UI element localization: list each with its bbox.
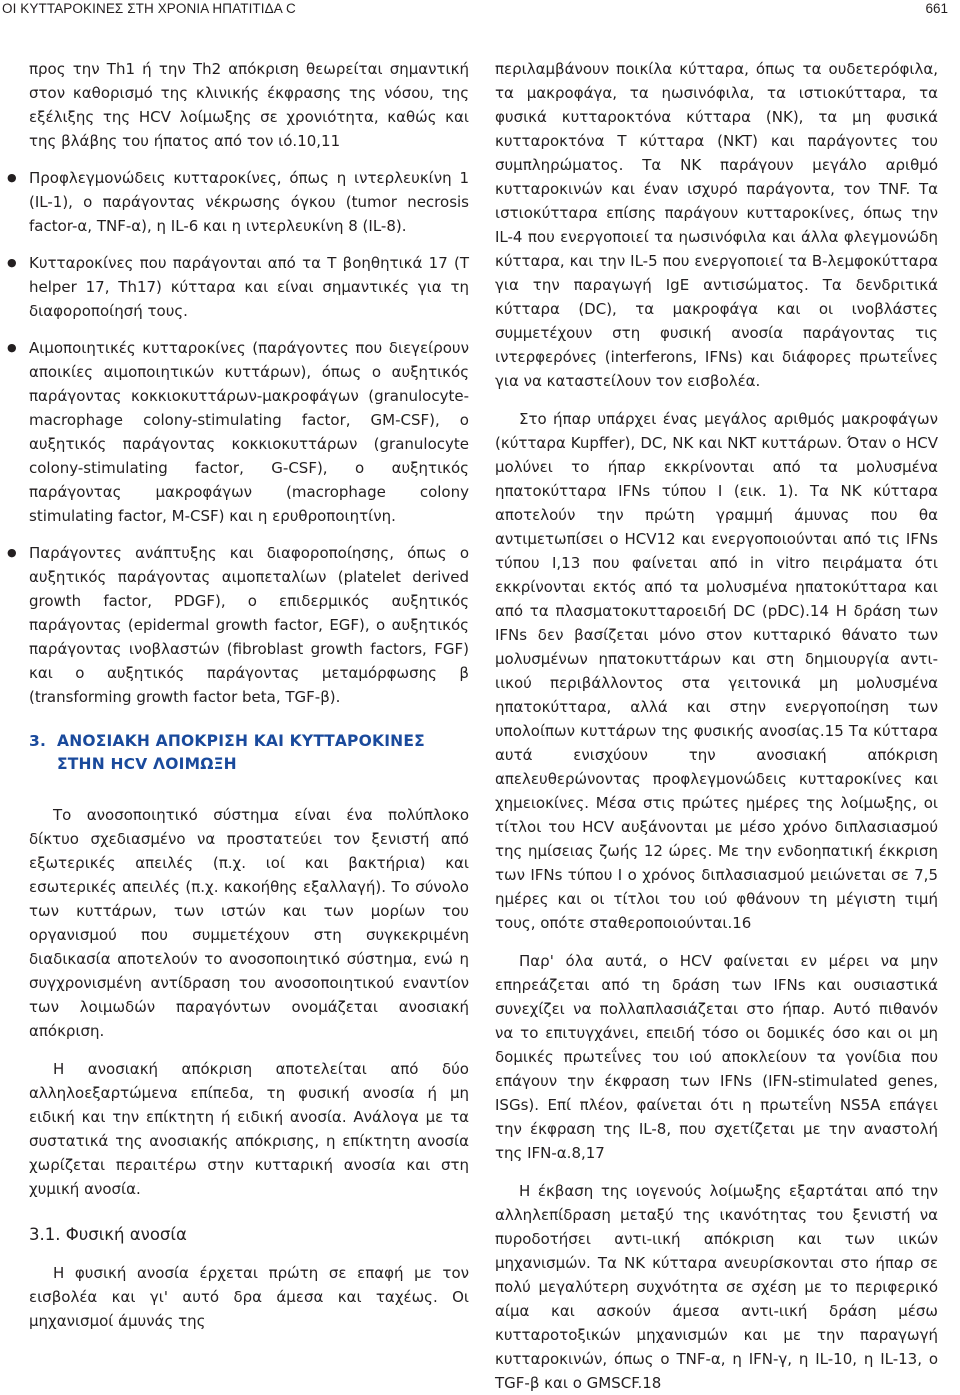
section-title-line2: ΣΤΗΝ HCV ΛΟΙΜΩΞΗ — [57, 755, 237, 773]
cytokine-list — [7, 166, 469, 709]
running-title: ΟΙ ΚΥΤΤΑΡΟΚΙΝΕΣ ΣΤΗ ΧΡΟΝΙΑ ΗΠΑΤΙΤΙΔΑ C — [2, 1, 296, 16]
list-item-text: Κυτταροκίνες που παράγονται από τα Τ βοηθητικά 17 (T helper 17, Th17) κύτταρα και είναι σημαντικές για τη διαφοροποίησή τους. — [29, 254, 469, 320]
section-title-line1: ΑΝΟΣΙΑΚΗ ΑΠΟΚΡΙΣΗ ΚΑΙ ΚΥΤΤΑΡΟΚΙΝΕΣ — [57, 732, 425, 750]
nk-cells-paragraph: Η έκβαση της ιογενούς λοίμωξης εξαρτάται από την αλληλεπίδραση μεταξύ της ικανότητας του ξενιστή να πυροδοτήσει αντι-ιική απόκριση και των ιικών μηχανισμών. Τα NK κύτταρα ανευρίσκονται στο ήπαρ σε πολύ μεγαλύτερη συχνότητα σε σχέση με το περιφερικό αίμα και ασκούν άμεσα αντι-ιική δράση μέσω κυτταροτοξικών μηχανισμών και με την παραγωγή κυτταροκινών, όπως ο TNF-α, η IFN-γ, η IL-10, η IL-13, ο TGF-β και ο GMSCF.18 — [495, 1182, 938, 1392]
list-item-text: Προφλεγμονώδεις κυτταροκίνες, όπως η ιντερλευκίνη 1 (IL-1), ο παράγοντας νέκρωσης όγκου (tumor necrosis factor-α, TNF-α), η IL-6 και η ιντερλευκίνη 8 (IL-8). — [29, 169, 469, 235]
section-heading — [29, 730, 469, 776]
section-number: 3. — [29, 732, 47, 750]
page-number: 661 — [925, 1, 948, 16]
list-item — [7, 541, 469, 709]
ifn-evasion-paragraph: Παρ' όλα αυτά, ο HCV φαίνεται εν μέρει να μην επηρεάζεται από τη δράση των IFNs και ουσιαστικά συνεχίζει να πολλαπλασιάζεται στο ήπαρ. Αυτό πιθανόν να το επιτυγχάνει, επειδή τόσο οι δομικές όσο και οι μη δομικές πρωτεΐνες του ιού αποκλείουν τα γονίδια που επάγουν την έκφραση των IFNs (IFN-stimulated genes, ISGs). Επί πλέον, φαίνεται ότι η πρωτεΐνη NS5A επάγει την έκφραση της IL-8, που σχετίζεται με την αναστολή της IFN-α.8,17 — [495, 952, 938, 1162]
bullet-icon: ● — [7, 341, 17, 354]
running-header — [0, 0, 960, 22]
left-column — [7, 57, 469, 1333]
bullet-icon: ● — [7, 546, 17, 559]
subsection-heading: 3.1. Φυσική ανοσία — [29, 1225, 187, 1244]
list-item — [7, 166, 469, 238]
list-item — [7, 251, 469, 323]
right-column — [495, 57, 938, 1395]
bullet-icon: ● — [7, 171, 17, 184]
bullet-icon: ● — [7, 256, 17, 269]
immune-system-paragraph: Το ανοσοποιητικό σύστημα είναι ένα πολύπλοκο δίκτυο σχεδιασμένο να προστατεύει τον ξενιστή από εξωτερικές απειλές (π.χ. ιοί και βακτήρια) και εσωτερικές απειλές (π.χ. κακοήθης εξαλλαγή). Το σύνολο των κυττάρων, των ιστών και των μορίων του οργανισμού που συμμετέχουν στη συγκεκριμένη διαδικασία αποτελούν το ανοσοποιητικό σύστημα, ενώ η συγχρονισμένη αντίδραση του ανοσοποιητικού εναντίον των λοιμωδών παραγόντων ονομάζεται ανοσιακή απόκριση. — [29, 806, 469, 1040]
list-item-text: Παράγοντες ανάπτυξης και διαφοροποίησης, όπως ο αυξητικός παράγοντας αιμοπεταλίων (platelet derived growth factor, PDGF), ο επιδερμικός αυξητικός παράγοντας (epidermal growth factor, EGF), ο αυξητικός παράγοντας ινοβλαστών (fibroblast growth factors, FGF) και ο αυξητικός παράγοντας μεταμόρφωσης β (transforming growth factor beta, TGF-β). — [29, 544, 469, 706]
innate-immunity-paragraph: Η φυσική ανοσία έρχεται πρώτη σε επαφή με τον εισβολέα και γι' αυτό δρα άμεσα και ταχέως. Οι μηχανισμοί άμυνάς της — [29, 1264, 469, 1330]
immune-levels-paragraph: Η ανοσιακή απόκριση αποτελείται από δύο αλληλοεξαρτώμενα επίπεδα, τη φυσική ανοσία ή μη ειδική και την επίκτητη ή ειδική ανοσία. Ανάλογα με τα συστατικά της ανοσιακής απόκρισης, η επίκτητη ανοσία χωρίζεται περαιτέρω στην κυτταρική ανοσία και στη χυμική ανοσία. — [29, 1060, 469, 1198]
list-item — [7, 336, 469, 528]
innate-cells-paragraph: περιλαμβάνουν ποικίλα κύτταρα, όπως τα ουδετερόφιλα, τα μακροφάγα, τα ηωσινόφιλα, τα ιστιοκύτταρα, τα φυσικά κυτταροκτόνα κύτταρα (NK), τα μη φυσικά κυτταροκτόνα T κύτταρα (NKT) και παράγοντες του συμπληρώματος. Τα NK παράγουν μεγάλο αριθμό κυτταροκινών και έναν ισχυρό παράγοντα, τον TNF. Τα ιστιοκύτταρα επίσης παράγουν κυτταροκίνες, όπως την IL-4 που ενεργοποιεί τα ηωσινόφιλα και άλλα φλεγμονώδη κύτταρα, και την IL-5 που ενεργοποιεί τα B-λεμφοκύτταρα για την παραγωγή IgE αντισώματος. Τα δενδριτικά κύτταρα (DC), τα μακροφάγα και οι ινοβλάστες συμμετέχουν στη φυσική ανοσία παράγοντας τις ιντερφερόνες (interferons, IFNs) και διάφορες πρωτεΐνες για να καταστείλουν τον εισβολέα. — [495, 60, 938, 390]
list-item-text: Αιμοποιητικές κυτταροκίνες (παράγοντες που διεγείρουν αποικίες αιμοποιητικών κυττάρων), όπως ο αυξητικός παράγοντας κοκκιοκυττάρων-μακροφάγων (granulocyte-macrophage colony-stimulating factor, GM-CSF), ο αυξητικός παράγοντας κοκκιοκυττάρων (granulocyte colony-stimulating factor, G-CSF), ο αυξητικός παράγοντας μακροφάγων (macrophage colony stimulating factor, M-CSF) και η ερυθροποιητίνη. — [29, 339, 469, 525]
intro-paragraph: προς την Th1 ή την Th2 απόκριση θεωρείται σημαντική στον καθορισμό της κλινικής έκφρασης της νόσου, της εξέλιξης της HCV λοίμωξης σε χρονιότητα, καθώς και της βλάβης του ήπατος από τον ιό.10,11 — [29, 60, 469, 150]
liver-infection-paragraph: Στο ήπαρ υπάρχει ένας μεγάλος αριθμός μακροφάγων (κύτταρα Kupffer), DC, NK και NKT κυττάρων. Όταν ο HCV μολύνει το ήπαρ εκκρίνονται από τα μολυσμένα ηπατοκύτταρα IFNs τύπου I (εικ. 1). Τα NK κύτταρα αποτελούν την πρώτη γραμμή άμυνας που θα αντιμετωπίσει ο HCV12 και ενεργοποιούνται από τις IFNs τύπου I,13 που φαίνεται από in vitro πειράματα ότι εκκρίνονται εκτός από τα μολυσμένα ηπατοκύτταρα και από τα πλασματοκυτταροειδή DC (pDC).14 Η δράση των IFNs δεν βασίζεται μόνο στον κυτταρικό θάνατο των μολυσμένων ηπατοκυττάρων και στη δημιουργία αντι-ιικού περιβάλλοντος στα γειτονικά μη μολυσμένα ηπατοκύτταρα, αλλά και στην ενεργοποίηση των υπολοίπων κυττάρων της φυσικής ανοσίας.15 Τα κύτταρα αυτά ενισχύουν την ανοσιακή απόκριση απελευθερώνοντας προφλεγμονώδεις κυτταροκίνες και χημειοκίνες. Μέσα στις πρώτες ημέρες της λοίμωξης, οι τίτλοι του HCV αυξάνονται με μέσο χρόνο διπλασιασμού της ημίσειας ζωής 12 ώρες. Με την ενδοηπατική έκκριση των IFNs τύπου I ο χρόνος διπλασιασμού μειώνεται σε 7,5 ημέρες και οι τίτλοι του ιού φθάνουν τη μέγιστη τιμή τους, οπότε σταθεροποιούνται.16 — [495, 410, 938, 932]
